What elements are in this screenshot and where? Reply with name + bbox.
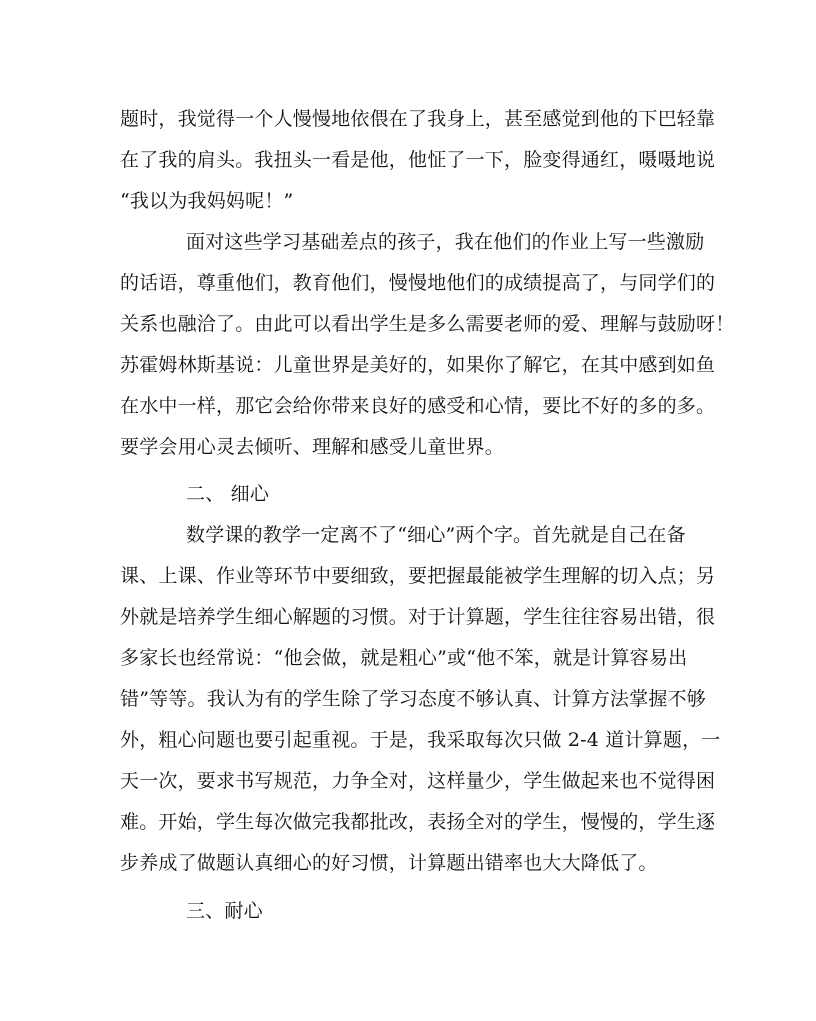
paragraph-line: 外，粗心问题也要引起重视。于是，我采取每次只做 2-4 道计算题，一 bbox=[120, 729, 721, 751]
section-heading: 二、 细心 bbox=[186, 483, 270, 505]
paragraph-line: “我以为我妈妈呢！” bbox=[120, 190, 294, 212]
paragraph-line: 题时，我觉得一个人慢慢地依偎在了我身上，甚至感觉到他的下巴轻靠 bbox=[120, 108, 716, 130]
paragraph-first-line: 面对这些学习基础差点的孩子，我在他们的作业上写一些激励 bbox=[186, 231, 705, 253]
paragraph-line: 苏霍姆林斯基说：儿童世界是美好的，如果你了解它，在其中感到如鱼 bbox=[120, 354, 716, 376]
paragraph-line: 在水中一样，那它会给你带来良好的感受和心情，要比不好的多的多。 bbox=[120, 395, 716, 417]
paragraph-first-line: 数学课的教学一定离不了“细心”两个字。首先就是自己在备 bbox=[186, 524, 686, 546]
paragraph-line: 难。开始，学生每次做完我都批改，表扬全对的学生，慢慢的，学生逐 bbox=[120, 811, 716, 833]
paragraph-line: 关系也融洽了。由此可以看出学生是多么需要老师的爱、理解与鼓励呀！ bbox=[120, 313, 735, 335]
section-heading: 三、耐心 bbox=[186, 900, 263, 922]
paragraph-line: 天一次，要求书写规范，力争全对，这样量少，学生做起来也不觉得困 bbox=[120, 770, 716, 792]
paragraph-line: 外就是培养学生细心解题的习惯。对于计算题，学生往往容易出错，很 bbox=[120, 606, 716, 628]
paragraph-line: 在了我的肩头。我扭头一看是他，他怔了一下，脸变得通红，嗫嗫地说 bbox=[120, 149, 716, 171]
paragraph-line: 步养成了做题认真细心的好习惯，计算题出错率也大大降低了。 bbox=[120, 852, 658, 874]
paragraph-line: 要学会用心灵去倾听、理解和感受儿童世界。 bbox=[120, 436, 505, 458]
paragraph-line: 多家长也经常说：“他会做，就是粗心”或“他不笨，就是计算容易出 bbox=[120, 647, 688, 669]
paragraph-line: 的话语，尊重他们，教育他们，慢慢地他们的成绩提高了，与同学们的 bbox=[120, 272, 716, 294]
paragraph-line: 课、上课、作业等环节中要细致，要把握最能被学生理解的切入点；另 bbox=[120, 565, 716, 587]
paragraph-line: 错”等等。我认为有的学生除了学习态度不够认真、计算方法掌握不够 bbox=[120, 688, 706, 710]
